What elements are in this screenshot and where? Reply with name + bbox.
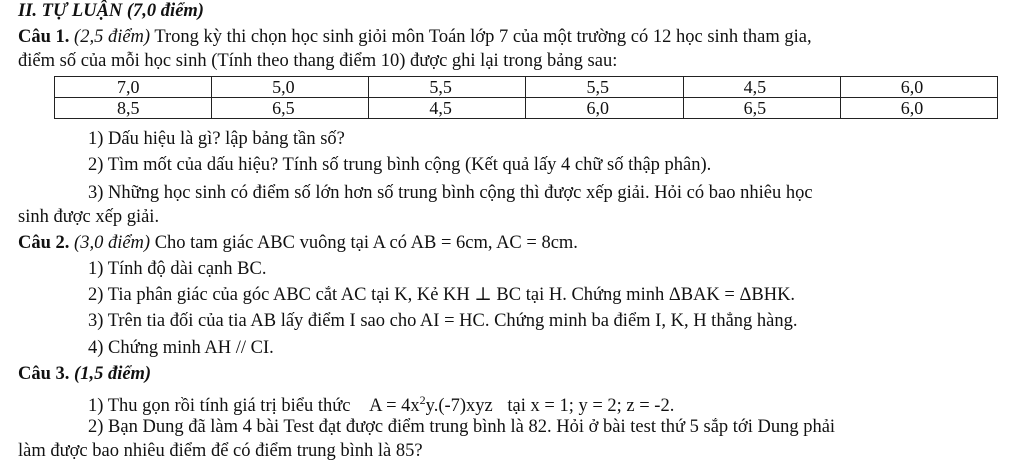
score-table: [54, 76, 998, 119]
q3-points: (1,5 điểm): [74, 364, 152, 384]
section-title: [18, 0, 1024, 22]
table-cell: 4,5: [683, 77, 840, 98]
table-cell: 5,5: [369, 77, 526, 98]
q1-points: (2,5 điểm): [74, 27, 151, 47]
table-cell: 8,5: [55, 98, 212, 119]
table-cell: 5,5: [526, 77, 683, 98]
q2-item1: 1) Tính độ dài cạnh BC.: [88, 259, 267, 279]
table-cell: 6,0: [840, 77, 997, 98]
q2-points: (3,0 điểm): [74, 233, 151, 253]
table-cell: 6,5: [212, 98, 369, 119]
q1-intro-line2: điểm số của mỗi học sinh (Tính theo thang điểm 10) được ghi lại trong bảng sau:: [18, 51, 618, 71]
q3-item2-line2: làm được bao nhiêu điểm để có điểm trung bình là 85?: [18, 441, 423, 461]
q3-item1: [0, 389, 1024, 417]
q3-label: Câu 3.: [18, 364, 70, 384]
q3-expr-exponent: 2: [419, 393, 426, 407]
q2-intro-line: [18, 232, 1024, 254]
section-title-text: II. TỰ LUẬN (7,0 điểm): [18, 1, 204, 21]
table-row: [55, 77, 998, 98]
table-cell: 7,0: [55, 77, 212, 98]
q3-expression: [369, 393, 493, 417]
q1-item3-line2: sinh được xếp giải.: [18, 207, 160, 227]
q1-label: Câu 1.: [18, 27, 70, 47]
q1-intro-line1: [18, 26, 1024, 48]
q3-expr-a: A = 4x: [369, 396, 420, 417]
q1-intro-text: Trong kỳ thi chọn học sinh giỏi môn Toán lớp 7 của một trường có 12 học sinh tham gia,: [154, 27, 812, 47]
q2-item2: 2) Tia phân giác của góc ABC cắt AC tại K, Kẻ KH ⊥ BC tại H. Chứng minh ΔBAK = ΔBHK.: [88, 285, 796, 305]
q2-label: Câu 2.: [18, 233, 70, 253]
q2-item4: 4) Chứng minh AH // CI.: [88, 338, 274, 358]
q1-item2: 2) Tìm mốt của dấu hiệu? Tính số trung bình cộng (Kết quả lấy 4 chữ số thập phân).: [88, 155, 712, 175]
q2-intro-text: Cho tam giác ABC vuông tại A có AB = 6cm, AC = 8cm.: [154, 233, 578, 253]
table-cell: 6,5: [683, 98, 840, 119]
q1-item3-line1: 3) Những học sinh có điểm số lớn hơn số trung bình cộng thì được xếp giải. Hỏi có bao nhiêu học: [88, 183, 813, 203]
q3-item2-line1: 2) Bạn Dung đã làm 4 bài Test đạt được điểm trung bình là 82. Hỏi ở bài test thứ 5 sắp tới Dung phải: [88, 417, 836, 437]
q2-item3: 3) Trên tia đối của tia AB lấy điểm I sao cho AI = HC. Chứng minh ba điểm I, K, H thẳng hàng.: [88, 311, 798, 331]
table-cell: 4,5: [369, 98, 526, 119]
table-row: [55, 98, 998, 119]
table-cell: 6,0: [526, 98, 683, 119]
q3-heading: [18, 363, 1024, 385]
q1-item1: 1) Dấu hiệu là gì? lập bảng tần số?: [88, 129, 345, 149]
q3-condition: tại x = 1; y = 2; z = -2.: [507, 396, 675, 417]
q3-expr-b: y.(-7)xyz: [425, 396, 493, 417]
table-cell: 6,0: [840, 98, 997, 119]
q3-item1-text: 1) Thu gọn rồi tính giá trị biểu thức: [88, 396, 351, 417]
table-cell: 5,0: [212, 77, 369, 98]
